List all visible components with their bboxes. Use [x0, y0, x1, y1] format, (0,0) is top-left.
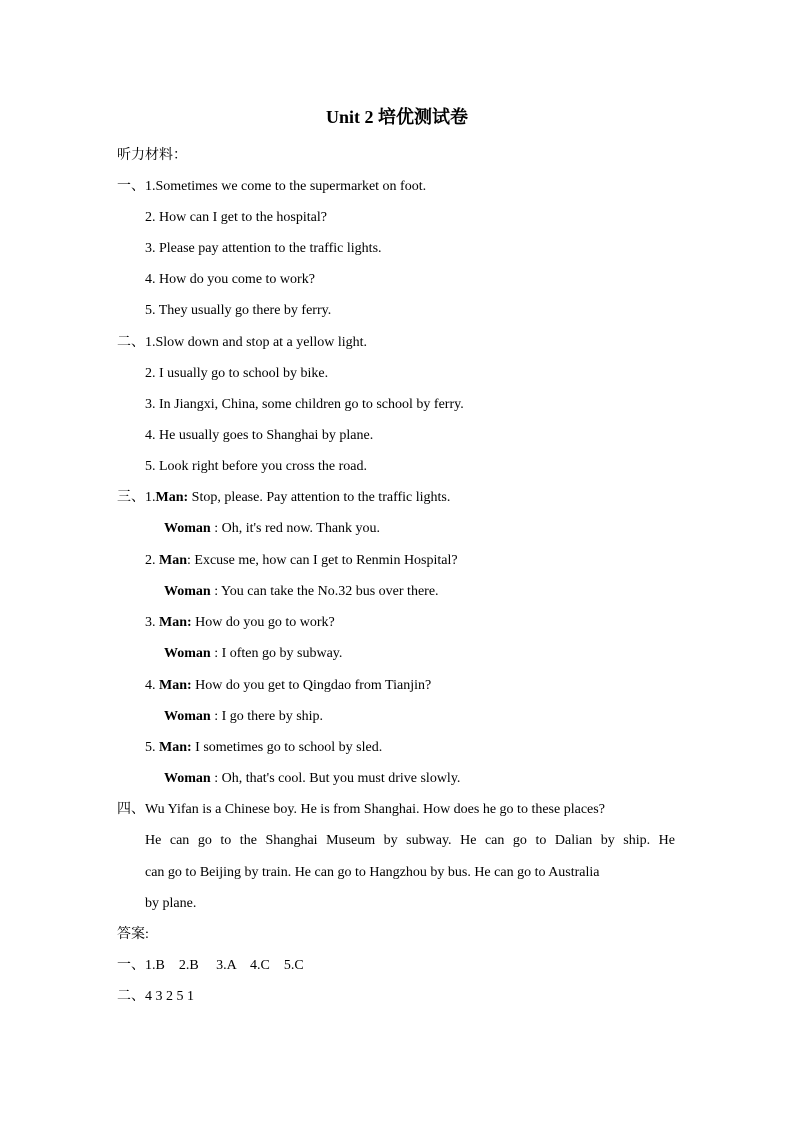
page-title: Unit 2 培优测试卷 [325, 107, 468, 127]
section3-man-line-3 [145, 613, 335, 633]
answers-text: 4 3 2 5 1 [145, 989, 194, 1004]
section3-marker: 三、 [117, 490, 145, 505]
section1-item-2: 2. How can I get to the hospital? [145, 210, 327, 225]
woman-label: Woman [164, 771, 211, 786]
section3-woman-line-5 [164, 769, 460, 789]
section1-item-text: 1.Sometimes we come to the supermarket on foot. [145, 179, 427, 194]
section3-woman-line-1 [164, 519, 380, 539]
woman-text: : Oh, it's red now. Thank you. [210, 521, 381, 536]
dialog-number: 1. [145, 490, 156, 505]
answers-text: 1.B 2.B 3.A 4.C 5.C [145, 958, 304, 973]
section1-item-3: 3. Please pay attention to the traffic lights. [145, 241, 382, 256]
section4-line-1 [117, 800, 605, 820]
section3-man-line-5 [145, 738, 382, 758]
man-text: Stop, please. Pay attention to the traffic lights. [188, 490, 451, 505]
woman-label: Woman [164, 646, 211, 661]
man-text: How do you go to work? [191, 615, 335, 630]
section2-item-text: 1.Slow down and stop at a yellow light. [145, 335, 368, 350]
man-text: I sometimes go to school by sled. [191, 740, 383, 755]
woman-label: Woman [164, 521, 211, 536]
section3-woman-line-4 [164, 707, 323, 727]
dialog-number: 2. [145, 553, 159, 568]
answers-row-1 [117, 956, 304, 976]
answers-marker: 一、 [117, 958, 145, 973]
section2-item-3: 3. In Jiangxi, China, some children go to school by ferry. [145, 397, 464, 412]
dialog-number: 4. [145, 678, 159, 693]
section3-man-line-4 [145, 676, 431, 696]
answers-header: 答案: [117, 927, 149, 942]
dialog-number: 3. [145, 615, 159, 630]
man-label: Man: [155, 490, 189, 505]
dialog-number: 5. [145, 740, 159, 755]
section2-marker: 二、 [117, 335, 145, 350]
woman-text: : You can take the No.32 bus over there. [210, 584, 439, 599]
section4-line-3: can go to Beijing by train. He can go to Hangzhou by bus. He can go to Australia [145, 865, 600, 880]
woman-label: Woman [164, 709, 211, 724]
woman-text: : I often go by subway. [210, 646, 343, 661]
section3-man-line-1 [117, 488, 450, 508]
section2-item-1 [117, 333, 367, 353]
man-text: How do you get to Qingdao from Tianjin? [191, 678, 432, 693]
answers-row-2 [117, 987, 194, 1007]
section2-item-2: 2. I usually go to school by bike. [145, 366, 329, 381]
listening-header: 听力材料： [117, 148, 187, 163]
answers-marker: 二、 [117, 989, 145, 1004]
woman-text: : I go there by ship. [210, 709, 324, 724]
man-label: Man [159, 553, 187, 568]
man-label: Man: [159, 615, 192, 630]
section4-line-2: He can go to the Shanghai Museum by subway. He can go to Dalian by ship. He [145, 833, 675, 848]
section1-marker: 一、 [117, 179, 145, 194]
section1-item-5: 5. They usually go there by ferry. [145, 303, 332, 318]
section4-text: Wu Yifan is a Chinese boy. He is from Shanghai. How does he go to these places? [145, 802, 605, 817]
man-text: : Excuse me, how can I get to Renmin Hospital? [187, 553, 458, 568]
section3-man-line-2 [145, 551, 458, 571]
section3-woman-line-3 [164, 644, 342, 664]
section3-woman-line-2 [164, 582, 439, 602]
woman-label: Woman [164, 584, 211, 599]
section4-marker: 四、 [117, 802, 145, 817]
woman-text: : Oh, that's cool. But you must drive slowly. [210, 771, 461, 786]
section1-item-1 [117, 177, 426, 197]
section4-line-4: by plane. [145, 896, 197, 911]
man-label: Man: [159, 740, 192, 755]
section2-item-4: 4. He usually goes to Shanghai by plane. [145, 428, 374, 443]
section1-item-4: 4. How do you come to work? [145, 272, 315, 287]
man-label: Man: [159, 678, 192, 693]
section2-item-5: 5. Look right before you cross the road. [145, 459, 367, 474]
